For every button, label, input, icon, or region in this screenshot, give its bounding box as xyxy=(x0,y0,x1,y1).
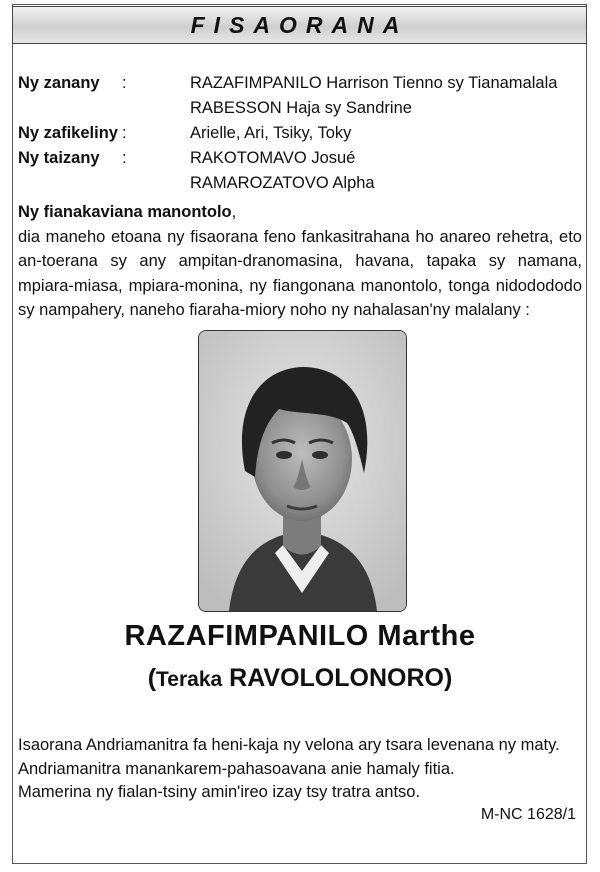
portrait-photo xyxy=(198,330,407,612)
family-row-grandchildren xyxy=(18,124,578,149)
header-title: FISAORANA xyxy=(190,11,409,38)
family-row-children xyxy=(18,74,578,99)
closing-line: Isaorana Andriamanitra fa heni-kaja ny velona ary tsara levenana ny maty. xyxy=(18,736,560,754)
closing-text xyxy=(18,734,588,805)
maiden-name: RAVOLOLONORO xyxy=(229,664,444,692)
closing-line: Andriamanitra manankarem-pahasoavana anie hamaly fitia. xyxy=(18,759,455,778)
family-colon: : xyxy=(122,74,127,92)
portrait-image xyxy=(199,331,406,611)
family-list xyxy=(18,74,578,199)
family-colon: : xyxy=(122,149,127,167)
family-row-children-cont xyxy=(18,99,578,124)
intro-greeting-comma: , xyxy=(231,203,237,221)
maiden-prefix: Teraka xyxy=(156,668,223,691)
family-row-inlaws xyxy=(18,149,578,174)
family-label: Ny zafikeliny xyxy=(18,124,118,142)
family-label: Ny zanany xyxy=(18,74,100,92)
intro-text: dia maneho etoana ny fisaorana feno fankasitrahana ho anareo rehetra, eto an-toerana sy any ampitan-dranomasina, havana, tapaka sy namana, mpiara-miasa, mpiara-monina, ny fiangonana manontolo, tonga nidodododo sy nampahery, naneho fiaraha-miory noho ny nahalasan'ny malalany : xyxy=(18,227,582,319)
family-value: Arielle, Ari, Tsiky, Toky xyxy=(190,124,352,142)
maiden-close-paren: ) xyxy=(443,664,453,692)
closing-line: Mamerina ny fialan-tsiny amin'ireo izay tsy tratra antso. xyxy=(18,783,421,801)
family-colon: : xyxy=(122,124,127,142)
intro-paragraph xyxy=(18,200,582,323)
intro-greeting: Ny fianakaviana manontolo xyxy=(18,203,232,221)
deceased-name: RAZAFIMPANILO Marthe xyxy=(124,620,476,652)
family-value: RAZAFIMPANILO Harrison Tienno sy Tianamalala xyxy=(190,74,558,92)
header-banner xyxy=(12,6,587,44)
maiden-open-paren: ( xyxy=(147,664,157,692)
family-value: RAMAROZATOVO Alpha xyxy=(190,174,375,192)
family-value: RABESSON Haja sy Sandrine xyxy=(190,99,412,117)
family-label: Ny taizany xyxy=(18,149,100,167)
family-row-inlaws-cont xyxy=(18,174,578,199)
family-value: RAKOTOMAVO Josué xyxy=(190,149,356,167)
maiden-name-line xyxy=(0,664,600,693)
reference-code: M-NC 1628/1 xyxy=(480,806,576,823)
